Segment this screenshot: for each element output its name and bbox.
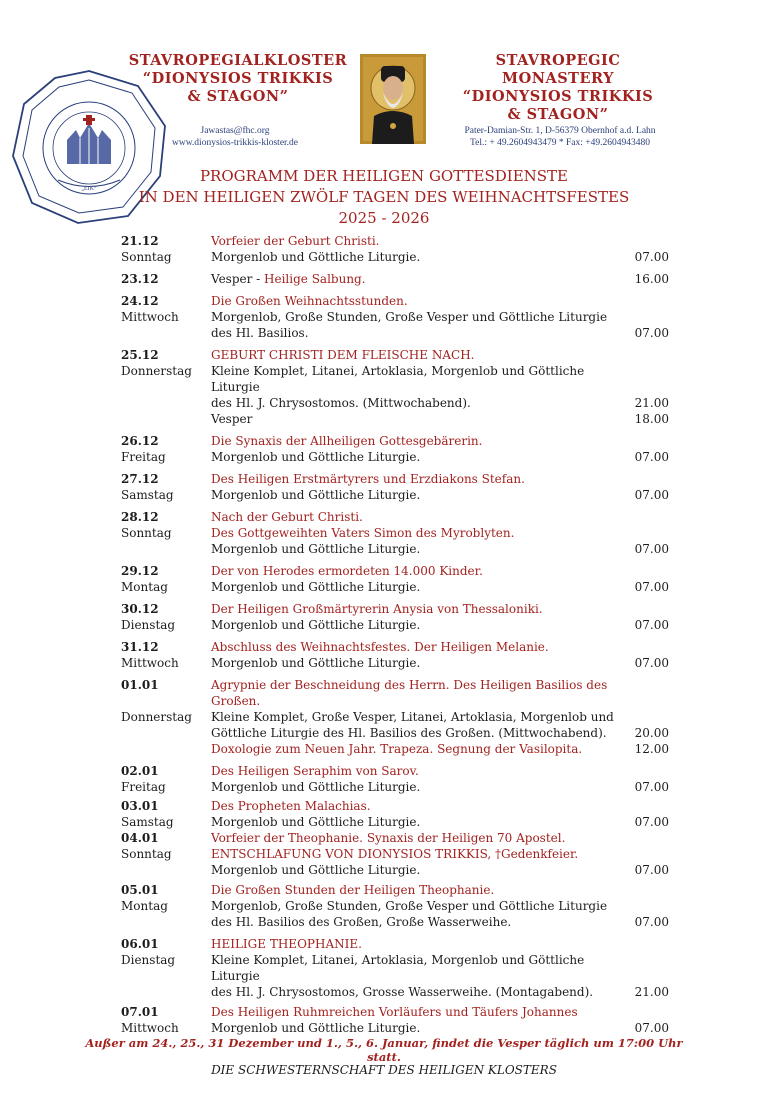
entry-weekday: Freitag — [121, 780, 166, 794]
service-text: ENTSCHLAFUNG VON DIONYSIOS TRIKKIS, †Gedenkfeier. — [211, 847, 579, 861]
entry-service-text — [211, 677, 633, 709]
service-highlight: Heilige Salbung. — [264, 272, 366, 286]
service-time — [633, 363, 669, 395]
schedule-entry — [121, 882, 669, 930]
schedule-entry — [121, 677, 669, 757]
schedule-row — [121, 601, 669, 617]
service-text: Morgenlob und Göttliche Liturgie. — [211, 815, 421, 829]
service-text: Agrypnie der Beschneidung des Herrn. Des Heiligen Basilios des Großen. — [211, 678, 608, 708]
service-text: Die Großen Stunden der Heiligen Theophanie. — [211, 883, 495, 897]
service-text: Morgenlob und Göttliche Liturgie. — [211, 1021, 421, 1035]
entry-date: 24.12 — [121, 294, 159, 308]
service-time: 12.00 — [634, 742, 669, 756]
service-time — [633, 471, 669, 487]
entry-weekday: Dienstag — [121, 953, 176, 967]
entry-date: 02.01 — [121, 764, 159, 778]
service-time — [633, 525, 669, 541]
schedule-entry — [121, 1004, 669, 1036]
schedule-row — [121, 862, 669, 878]
signature: DIE SCHWESTERNSCHAFT DES HEILIGEN KLOSTERS — [211, 1063, 557, 1077]
schedule-entry — [121, 293, 669, 341]
entry-weekday: Mittwoch — [121, 1021, 179, 1035]
service-time: 21.00 — [634, 396, 669, 410]
service-time: 07.00 — [634, 863, 669, 877]
header-right-line-2: “DIONYSIOS TRIKKIS — [462, 88, 654, 105]
entry-date: 03.01 — [121, 799, 159, 813]
saint-icon-image — [360, 54, 426, 144]
schedule-row — [121, 541, 669, 557]
schedule-row — [121, 271, 669, 287]
schedule-row — [121, 936, 669, 952]
entry-service-text — [211, 862, 633, 878]
service-text: Morgenlob und Göttliche Liturgie. — [211, 542, 421, 556]
entry-date: 23.12 — [121, 272, 159, 286]
entry-weekday: Sonntag — [121, 847, 172, 861]
service-text: Nach der Geburt Christi. — [211, 510, 363, 524]
service-time: 07.00 — [634, 618, 669, 632]
entry-service-text — [211, 936, 633, 952]
entry-date: 07.01 — [121, 1005, 159, 1019]
schedule-entry — [121, 601, 669, 633]
schedule-row — [121, 249, 669, 265]
entry-spacer — [121, 541, 211, 557]
service-text: des Hl. Basilios. — [211, 326, 309, 340]
entry-service-text — [211, 741, 633, 757]
service-time: 07.00 — [634, 450, 669, 464]
service-time — [633, 677, 669, 709]
service-text: Des Heiligen Seraphim von Sarov. — [211, 764, 419, 778]
entry-date: 29.12 — [121, 564, 159, 578]
vesper-note: Außer am 24., 25., 31 Dezember und 1., 5., 6. Januar, findet die Vesper täglich um 17:00 Uhr statt. — [85, 1036, 683, 1064]
entry-date: 27.12 — [121, 472, 159, 486]
header-right-line-3: & STAGON” — [507, 106, 609, 123]
schedule-row — [121, 741, 669, 757]
service-text: des Hl. J. Chrysostomos. (Mittwochabend). — [211, 396, 471, 410]
service-text: Vorfeier der Geburt Christi. — [211, 234, 380, 248]
entry-service-text — [211, 249, 633, 265]
service-text: des Hl. J. Chrysostomos, Grosse Wasserweihe. (Montagabend). — [211, 985, 594, 999]
service-time: 07.00 — [634, 542, 669, 556]
schedule-row — [121, 846, 669, 862]
schedule-entry — [121, 763, 669, 795]
entry-service-text — [211, 411, 633, 427]
service-text: Göttliche Liturgie des Hl. Basilios des Großen. (Mittwochabend). — [211, 726, 607, 740]
entry-service-text — [211, 830, 633, 846]
schedule-row — [121, 395, 669, 411]
schedule-row — [121, 1020, 669, 1036]
entry-weekday: Sonntag — [121, 250, 172, 264]
service-time — [633, 846, 669, 862]
entry-service-text — [211, 363, 633, 395]
service-time — [633, 639, 669, 655]
service-time: 07.00 — [634, 656, 669, 670]
service-time — [633, 309, 669, 325]
service-text: Vesper — [211, 412, 253, 426]
entry-date: 04.01 — [121, 831, 159, 845]
schedule-row — [121, 579, 669, 595]
service-text: Kleine Komplet, Große Vesper, Litanei, Artoklasia, Morgenlob und — [211, 710, 614, 724]
schedule-row — [121, 709, 669, 725]
schedule-row — [121, 655, 669, 671]
service-time — [633, 830, 669, 846]
schedule-entry — [121, 936, 669, 1000]
service-time: 18.00 — [634, 412, 669, 426]
schedule-row — [121, 984, 669, 1000]
website-link[interactable]: www.dionysios-trikkis-kloster.de — [171, 138, 299, 148]
entry-service-text — [211, 325, 633, 341]
service-text: Morgenlob und Göttliche Liturgie. — [211, 250, 421, 264]
service-text: Des Propheten Malachias. — [211, 799, 371, 813]
phone-text: Tel.: + 49.2604943479 * Fax: +49.2604943480 — [470, 138, 650, 148]
program-title-year: 2025 - 2026 — [338, 209, 430, 227]
service-text: Kleine Komplet, Litanei, Artoklasia, Morgenlob und Göttliche Liturgie — [211, 953, 585, 983]
service-text: Vesper - — [211, 272, 265, 286]
service-time — [633, 347, 669, 363]
service-text: Morgenlob, Große Stunden, Große Vesper und Göttliche Liturgie — [211, 899, 608, 913]
contact-right — [440, 125, 680, 149]
service-text: GEBURT CHRISTI DEM FLEISCHE NACH. — [211, 348, 475, 362]
service-time — [633, 882, 669, 898]
contact-left — [150, 125, 320, 149]
entry-service-text — [211, 814, 633, 830]
entry-service-text — [211, 798, 633, 814]
entry-service-text — [211, 655, 633, 671]
entry-weekday: Freitag — [121, 450, 166, 464]
service-text: Morgenlob, Große Stunden, Große Vesper und Göttliche Liturgie — [211, 310, 608, 324]
service-time: 07.00 — [634, 815, 669, 829]
schedule-row — [121, 898, 669, 914]
entry-service-text — [211, 882, 633, 898]
service-text: Morgenlob und Göttliche Liturgie. — [211, 450, 421, 464]
program-title-line-2: IN DEN HEILIGEN ZWÖLF TAGEN DES WEIHNACHTSFESTES — [138, 188, 630, 206]
entry-service-text — [211, 579, 633, 595]
entry-spacer — [121, 725, 211, 741]
service-time: 07.00 — [634, 580, 669, 594]
entry-service-text — [211, 952, 633, 984]
entry-service-text — [211, 984, 633, 1000]
service-text: Die Großen Weihnachtsstunden. — [211, 294, 408, 308]
service-time: 07.00 — [634, 250, 669, 264]
header-left-line-1: STAVROPEGIALKLOSTER — [128, 52, 348, 69]
entry-service-text — [211, 541, 633, 557]
service-text: Der von Herodes ermordeten 14.000 Kinder. — [211, 564, 483, 578]
entry-date: 21.12 — [121, 234, 159, 248]
entry-spacer — [121, 325, 211, 341]
service-time — [633, 433, 669, 449]
entry-service-text — [211, 309, 633, 325]
service-time — [633, 293, 669, 309]
schedule-entry — [121, 347, 669, 427]
entry-service-text — [211, 509, 633, 525]
service-text: Vorfeier der Theophanie. Synaxis der Heiligen 70 Apostel. — [211, 831, 566, 845]
service-time: 07.00 — [634, 915, 669, 929]
entry-spacer — [121, 395, 211, 411]
entry-service-text — [211, 763, 633, 779]
schedule-row — [121, 325, 669, 341]
entry-service-text — [211, 563, 633, 579]
service-time — [633, 601, 669, 617]
entry-service-text — [211, 433, 633, 449]
service-text: Morgenlob und Göttliche Liturgie. — [211, 863, 421, 877]
schedule-row — [121, 449, 669, 465]
entry-date: 05.01 — [121, 883, 159, 897]
entry-service-text — [211, 1020, 633, 1036]
schedule-entry — [121, 509, 669, 557]
service-time — [633, 763, 669, 779]
entry-spacer — [121, 741, 211, 757]
schedule-row — [121, 509, 669, 525]
header-right-line-1: STAVROPEGIC MONASTERY — [495, 52, 621, 87]
schedule-row — [121, 914, 669, 930]
entry-date: 26.12 — [121, 434, 159, 448]
service-time — [633, 952, 669, 984]
entry-service-text — [211, 525, 633, 541]
program-title-line-1: PROGRAMM DER HEILIGEN GOTTESDIENSTE — [199, 167, 569, 185]
schedule-row — [121, 411, 669, 427]
entry-date: 06.01 — [121, 937, 159, 951]
service-text: Die Synaxis der Allheiligen Gottesgebärerin. — [211, 434, 483, 448]
schedule-row — [121, 433, 669, 449]
service-time: 07.00 — [634, 780, 669, 794]
schedule-row — [121, 763, 669, 779]
schedule-row — [121, 1004, 669, 1020]
entry-service-text — [211, 395, 633, 411]
schedule-row — [121, 309, 669, 325]
entry-weekday: Mittwoch — [121, 656, 179, 670]
schedule-row — [121, 798, 669, 814]
header-left-line-3: & STAGON” — [187, 88, 289, 105]
entry-spacer — [121, 411, 211, 427]
schedule-row — [121, 779, 669, 795]
service-time: 21.00 — [634, 985, 669, 999]
entry-spacer — [121, 862, 211, 878]
entry-service-text — [211, 725, 633, 741]
entry-weekday: Mittwoch — [121, 310, 179, 324]
entry-date: 31.12 — [121, 640, 159, 654]
entry-date: 25.12 — [121, 348, 159, 362]
entry-service-text — [211, 487, 633, 503]
schedule-row — [121, 952, 669, 984]
header-left-line-2: “DIONYSIOS TRIKKIS — [142, 70, 334, 87]
entry-weekday: Donnerstag — [121, 364, 192, 378]
entry-service-text — [211, 846, 633, 862]
service-time — [633, 709, 669, 725]
entry-service-text — [211, 898, 633, 914]
service-time — [633, 898, 669, 914]
service-time — [633, 509, 669, 525]
service-schedule — [121, 233, 669, 1036]
entry-weekday: Montag — [121, 580, 168, 594]
entry-service-text — [211, 449, 633, 465]
entry-service-text — [211, 914, 633, 930]
entry-spacer — [121, 984, 211, 1000]
entry-weekday: Dienstag — [121, 618, 176, 632]
schedule-row — [121, 487, 669, 503]
entry-date: 28.12 — [121, 510, 159, 524]
schedule-entry — [121, 433, 669, 465]
schedule-row — [121, 814, 669, 830]
entry-service-text — [211, 471, 633, 487]
service-text: Doxologie zum Neuen Jahr. Trapeza. Segnung der Vasilopita. — [211, 742, 583, 756]
service-time: 07.00 — [634, 1021, 669, 1035]
schedule-row — [121, 677, 669, 709]
service-text: Morgenlob und Göttliche Liturgie. — [211, 488, 421, 502]
schedule-row — [121, 233, 669, 249]
seal-center-label: „EIK“ — [81, 186, 97, 192]
entry-service-text — [211, 709, 633, 725]
header-right-title — [448, 52, 668, 124]
entry-date: 01.01 — [121, 678, 159, 692]
entry-service-text — [211, 347, 633, 363]
email-link[interactable]: Jawastas@fhc.org — [200, 126, 270, 136]
service-text: Des Heiligen Ruhmreichen Vorläufers und Täufers Johannes — [211, 1005, 578, 1019]
service-time: 07.00 — [634, 326, 669, 340]
service-time — [633, 798, 669, 814]
schedule-row — [121, 525, 669, 541]
service-time — [633, 936, 669, 952]
schedule-entry — [121, 563, 669, 595]
service-text: Morgenlob und Göttliche Liturgie. — [211, 780, 421, 794]
entry-date: 30.12 — [121, 602, 159, 616]
schedule-row — [121, 347, 669, 363]
service-time: 16.00 — [634, 272, 669, 286]
service-time — [633, 1004, 669, 1020]
entry-service-text — [211, 639, 633, 655]
service-text: Morgenlob und Göttliche Liturgie. — [211, 618, 421, 632]
service-text: Des Gottgeweihten Vaters Simon des Myroblyten. — [211, 526, 515, 540]
service-text: Morgenlob und Göttliche Liturgie. — [211, 656, 421, 670]
service-text: des Hl. Basilios des Großen, Große Wasserweihe. — [211, 915, 512, 929]
service-time — [633, 233, 669, 249]
entry-weekday: Samstag — [121, 488, 174, 502]
header-left-title — [128, 52, 348, 106]
service-time: 07.00 — [634, 488, 669, 502]
entry-service-text — [211, 601, 633, 617]
entry-service-text — [211, 233, 633, 249]
service-text: HEILIGE THEOPHANIE. — [211, 937, 362, 951]
entry-service-text — [211, 617, 633, 633]
service-time: 20.00 — [634, 726, 669, 740]
service-text: Abschluss des Weihnachtsfestes. Der Heiligen Melanie. — [211, 640, 549, 654]
service-text: Der Heiligen Großmärtyrerin Anysia von Thessaloniki. — [211, 602, 543, 616]
schedule-entry — [121, 471, 669, 503]
schedule-entry — [121, 271, 669, 287]
address-text: Pater-Damian-Str. 1, D-56379 Obernhof a.d. Lahn — [464, 126, 656, 136]
entry-spacer — [121, 914, 211, 930]
entry-service-text — [211, 293, 633, 309]
schedule-entry — [121, 639, 669, 671]
entry-service-text — [211, 779, 633, 795]
schedule-entry — [121, 798, 669, 830]
schedule-row — [121, 882, 669, 898]
entry-service-text — [211, 271, 633, 287]
service-text: Morgenlob und Göttliche Liturgie. — [211, 580, 421, 594]
service-time — [633, 563, 669, 579]
schedule-row — [121, 471, 669, 487]
entry-weekday: Sonntag — [121, 526, 172, 540]
schedule-row — [121, 617, 669, 633]
entry-weekday: Samstag — [121, 815, 174, 829]
service-text: Kleine Komplet, Litanei, Artoklasia, Morgenlob und Göttliche Liturgie — [211, 364, 585, 394]
schedule-entry — [121, 830, 669, 878]
schedule-row — [121, 725, 669, 741]
entry-service-text — [211, 1004, 633, 1020]
schedule-row — [121, 293, 669, 309]
schedule-row — [121, 639, 669, 655]
schedule-entry — [121, 233, 669, 265]
entry-weekday: Donnerstag — [121, 710, 192, 724]
service-text: Des Heiligen Erstmärtyrers und Erzdiakons Stefan. — [211, 472, 525, 486]
schedule-row — [121, 563, 669, 579]
schedule-row — [121, 363, 669, 395]
entry-weekday: Montag — [121, 899, 168, 913]
schedule-row — [121, 830, 669, 846]
